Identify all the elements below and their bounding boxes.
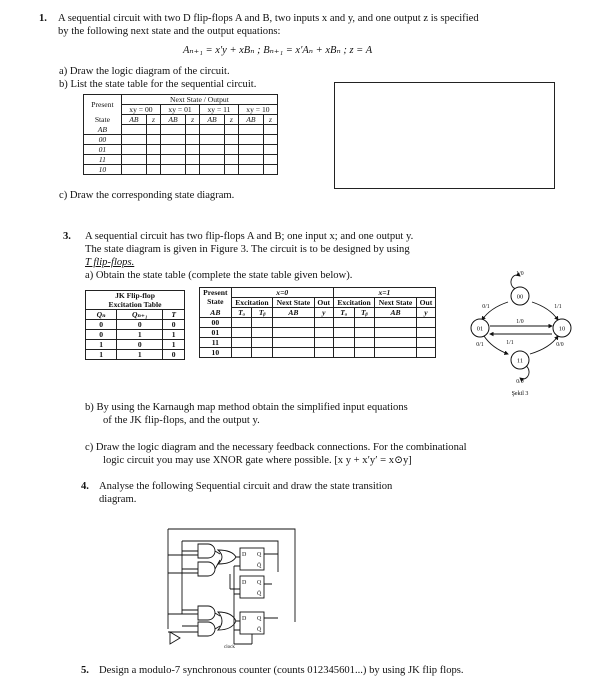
jk-cell: 0 [137,320,142,329]
q3-out-0: Out [317,298,331,307]
q1-col-10: xy = 10 [246,105,270,114]
gate-2 [198,562,215,576]
edge-11-10 [530,336,558,354]
q1-sub: AB [246,115,256,124]
jk-cell: 1 [137,330,142,339]
wire [264,554,278,618]
jk-cell: 0 [171,320,176,329]
jk-excitation-table [85,290,185,360]
wire [168,551,198,573]
q3-part-a: a) Obtain the state table (complete the state table given below). [85,270,353,281]
q1-sub: z [191,115,195,124]
jk-title1: JK Flip-flop [115,291,155,300]
q1-text-line2: by the following next state and the output equations: [58,26,281,37]
q5-number: 5. [81,665,89,676]
q1-row: 10 [98,165,107,174]
jk-head: Qₙ₊₁ [131,310,148,319]
jk-cell: 1 [171,340,176,349]
jk-cell: 1 [99,340,103,349]
gate-4 [198,622,215,636]
q3-ab: AB [210,307,221,317]
q3-x1: x=1 [378,288,391,297]
wire [230,574,240,589]
q3-part-b1: b) By using the Karnaugh map method obtain the simplified input equations [85,402,408,413]
q1-ab-label: AB [97,124,108,134]
jk-cell: 1 [137,350,142,359]
q3-excitation-1: Excitation [337,298,371,307]
ff-label: Q [257,616,262,622]
q1-text-line1: A sequential circuit with two D flip-flops A and B, two inputs x and y, and one output z is specified [58,13,479,24]
clock-label: clock [224,645,235,650]
q3-present: Present [203,288,228,297]
q3-sub: Tₐ [238,308,246,317]
ff-label: Q̄ [257,591,262,597]
q1-sub: z [151,115,155,124]
ff-label: Q̄ [257,627,262,633]
q1-part-a: a) Draw the logic diagram of the circuit. [59,66,230,77]
q3-next-1: Next State [378,298,413,307]
q3-row: 00 [211,318,220,327]
edge-label: 1/1 [554,304,562,310]
figure-caption: Şekil 3 [511,391,529,397]
jk-cell: 0 [137,340,142,349]
q3-out-1: Out [419,298,433,307]
wire [168,610,198,632]
q5-text: Design a modulo-7 synchronous counter (counts 012345601...) by using JK flip flops. [99,665,464,676]
state-label: 01 [476,325,484,333]
q3-row: 01 [211,328,220,337]
wire [215,613,220,629]
q1-next-state-header: Next State / Output [169,95,229,104]
q3-sub: y [322,308,326,317]
q1-row: 11 [98,155,106,164]
q3-excitation-0: Excitation [235,298,269,307]
edge-label: 1/0 [516,271,524,277]
or-gate-1 [218,550,236,564]
q1-row: 00 [98,135,107,144]
q3-part-c1: c) Draw the logic diagram and the necessary feedback connections. For the combinational [85,442,467,453]
q3-sub: Tᵦ [258,308,266,317]
wire [168,529,295,622]
wire [215,551,220,569]
q1-col-00: xy = 00 [129,105,153,114]
q3-sub: AB [390,308,401,317]
q3-state: State [207,297,224,306]
edge-label: 1/0 [516,319,524,325]
ff-label: D [242,580,247,586]
q1-sub: AB [168,115,178,124]
q3-number: 3. [63,231,71,242]
gate-1 [198,544,215,558]
q3-line3: T flip-flops. [85,257,135,268]
ff-label: Q [257,580,262,586]
q1-sub: z [229,115,233,124]
q3-sub: AB [288,308,299,317]
edge-label: 0/0 [516,379,524,385]
jk-title2: Excitation Table [108,300,162,309]
jk-head: T [171,310,176,319]
jk-cell: 0 [99,320,103,329]
ff-label: Q [257,552,262,558]
jk-cell: 0 [99,330,103,339]
jk-cell: 1 [99,350,103,359]
q1-col-11: xy = 11 [207,105,231,114]
q4-number: 4. [81,481,89,492]
q1-part-c: c) Draw the corresponding state diagram. [59,190,235,201]
q1-col-01: xy = 01 [168,105,192,114]
q1-sub: AB [129,115,139,124]
q1-answer-box [334,82,555,189]
q1-number: 1. [39,13,47,24]
q3-sub: y [424,308,428,317]
state-diagram [470,268,580,403]
q1-sub: AB [207,115,217,124]
ff-label: D [242,616,247,622]
clock-wire [234,566,252,644]
edge-01-11 [484,336,508,354]
q1-equations: Aₙ₊₁ = x′y + xBₙ ; Bₙ₊₁ = x′Aₙ + xBₙ ; z = A [183,45,373,56]
edge-label: 0/0 [556,342,564,348]
q4-circuit [160,514,310,650]
q3-x0: x=0 [276,288,289,297]
state-label: 00 [516,293,524,301]
ff-label: D [242,552,247,558]
q3-part-c2: logic circuit you may use XNOR gate where possible. [x y + x′y′ = x⊙y] [103,455,412,466]
q1-part-b: b) List the state table for the sequential circuit. [59,79,257,90]
q3-row: 11 [211,338,219,347]
edge-label: 1/1 [506,340,514,346]
q1-row: 01 [98,145,107,154]
state-label: 10 [558,325,566,333]
q1-present-label: Present [91,100,114,110]
q3-sub: Tᵦ [360,308,368,317]
gate-3 [198,606,215,620]
edge-label: 0/1 [482,304,490,310]
q4-line1: Analyse the following Sequential circuit and draw the state transition [99,481,393,492]
q3-line1: A sequential circuit has two flip-flops A and B; one input x; and one output y. [85,231,414,242]
edge-label: 0/1 [476,342,484,348]
jk-cell: 0 [171,350,176,359]
jk-cell: 1 [171,330,176,339]
q4-line2: diagram. [99,494,137,505]
q3-sub: Tₐ [340,308,348,317]
inverter [170,632,180,644]
jk-head: Qₙ [96,310,106,319]
q1-sub: z [268,115,272,124]
q3-line2: The state diagram is given in Figure 3. The circuit is to be designed by using [85,244,410,255]
q1-state-table [83,94,278,175]
q3-state-table [199,287,436,358]
state-label: 11 [516,357,524,365]
q3-row: 10 [211,348,220,357]
ff-label: Q̄ [257,563,262,569]
or-gate-2 [218,612,236,630]
q3-part-b2: of the JK flip-flops, and the output y. [103,415,260,426]
q3-next-0: Next State [276,298,311,307]
q1-state-label: State [94,115,111,124]
